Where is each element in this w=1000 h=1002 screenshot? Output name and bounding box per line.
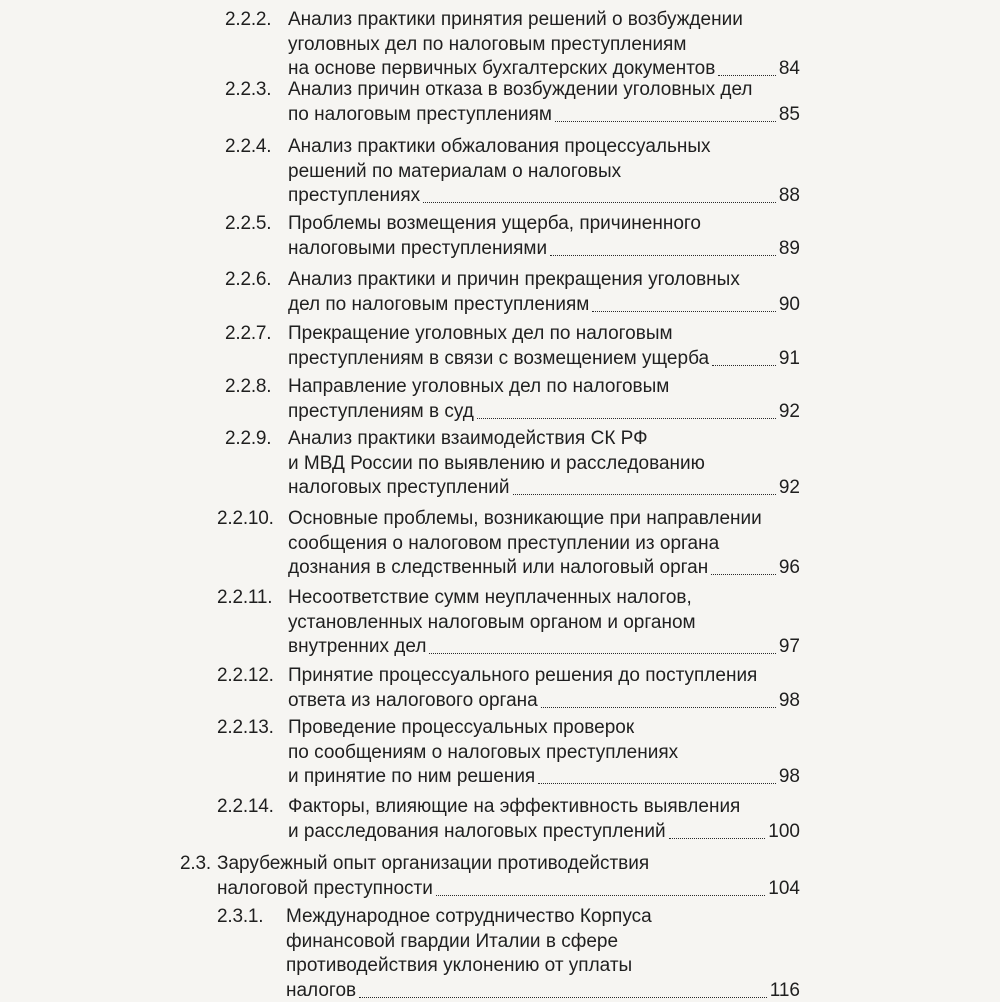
toc-entry-title-line: преступлениям в суд bbox=[288, 400, 474, 422]
dot-leader bbox=[718, 74, 776, 76]
dot-leader bbox=[541, 706, 776, 708]
toc-entry-number: 2.2.4. bbox=[225, 136, 272, 157]
toc-entry-title-line: Несоответствие сумм неуплаченных налогов, bbox=[288, 587, 692, 608]
toc-entry-title-line: и принятие по ним решения bbox=[288, 766, 536, 787]
toc-entry-title-line: Зарубежный опыт организации противодействия bbox=[217, 853, 650, 874]
dot-leader bbox=[592, 310, 776, 312]
toc-entry-number: 2.2.7. bbox=[225, 323, 272, 344]
toc-entry-number: 2.2.11. bbox=[217, 587, 273, 608]
toc-entry-title-line: Анализ практики и причин прекращения уголовных bbox=[288, 269, 740, 290]
toc-entry-title-line: и МВД России по выявлению и расследованию bbox=[288, 452, 705, 474]
toc-entry-number: 2.2.12. bbox=[217, 665, 274, 686]
toc-page-number: 91 bbox=[778, 347, 800, 369]
toc-entry-title-line: налоговых преступлений bbox=[288, 477, 510, 498]
toc-page-number: 104 bbox=[768, 877, 800, 899]
toc-entry-number: 2.2.10. bbox=[217, 508, 274, 529]
toc-entry-title-line: дознания в следственный или налоговый орган bbox=[288, 557, 709, 578]
toc-entry-title-line: Международное сотрудничество Корпуса bbox=[286, 906, 652, 927]
toc-entry-title-line: Проблемы возмещения ущерба, причиненного bbox=[288, 213, 701, 234]
toc-entry-title-line: решений по материалам о налоговых bbox=[288, 160, 622, 182]
dot-leader bbox=[555, 120, 776, 122]
toc-page-number: 92 bbox=[778, 477, 800, 498]
dot-leader bbox=[538, 782, 776, 784]
toc-entry-title-line: налоговой преступности bbox=[217, 877, 433, 899]
toc-page-number: 98 bbox=[778, 689, 800, 711]
toc-entry-number: 2.2.8. bbox=[225, 376, 272, 397]
toc-entry-title-line: Прекращение уголовных дел по налоговым bbox=[288, 323, 673, 344]
toc-entry-title-line: сообщения о налоговом преступлении из органа bbox=[288, 532, 720, 554]
toc-entry-title-line: финансовой гвардии Италии в сфере bbox=[286, 930, 619, 952]
toc-entry-title-line: Анализ причин отказа в возбуждении уголовных дел bbox=[288, 79, 753, 100]
toc-entry-number: 2.2.13. bbox=[217, 717, 274, 738]
toc-page-number: 100 bbox=[768, 820, 800, 842]
toc-entry-title-line: по сообщениям о налоговых преступлениях bbox=[288, 741, 679, 763]
toc-entry-title-line: преступлениях bbox=[288, 185, 421, 206]
toc-page-number: 88 bbox=[778, 185, 800, 206]
toc-entry-title-line: дел по налоговым преступлениям bbox=[288, 293, 590, 315]
toc-entry-title-line: ответа из налогового органа bbox=[288, 689, 538, 711]
toc-entry-number: 2.2.9. bbox=[225, 428, 272, 449]
toc-entry-title-line: преступлениям в связи с возмещением ущерба bbox=[288, 347, 710, 369]
toc-entry-title-line: Основные проблемы, возникающие при направлении bbox=[288, 508, 762, 529]
dot-leader bbox=[711, 573, 776, 575]
toc-entry-number: 2.3.1. bbox=[217, 906, 264, 927]
toc-page-number: 97 bbox=[778, 636, 800, 657]
dot-leader bbox=[423, 201, 776, 203]
toc-entry-title-line: и расследования налоговых преступлений bbox=[288, 820, 666, 842]
toc-entry-title-line: Направление уголовных дел по налоговым bbox=[288, 376, 670, 397]
toc-entry-title-line: установленных налоговым органом и органом bbox=[288, 611, 696, 633]
dot-leader bbox=[550, 254, 776, 256]
dot-leader bbox=[436, 894, 765, 896]
toc-page-number: 90 bbox=[778, 293, 800, 315]
toc-entry-title-line: Анализ практики принятия решений о возбуждении bbox=[288, 9, 743, 30]
toc-entry-title-line: Анализ практики взаимодействия СК РФ bbox=[288, 428, 648, 449]
dot-leader bbox=[477, 417, 776, 419]
dot-leader bbox=[712, 364, 776, 366]
dot-leader bbox=[359, 996, 767, 998]
toc-page-number: 96 bbox=[778, 557, 800, 578]
toc-entry-number: 2.3. bbox=[180, 853, 211, 874]
dot-leader bbox=[669, 837, 766, 839]
toc-entry-number: 2.2.2. bbox=[225, 9, 272, 30]
toc-page-number: 85 bbox=[778, 103, 800, 125]
toc-entry-title-line: налогов bbox=[286, 979, 357, 1001]
toc-entry-title-line: противодействия уклонению от уплаты bbox=[286, 955, 633, 976]
toc-page-number: 92 bbox=[778, 400, 800, 422]
toc-entry-number: 2.2.5. bbox=[225, 213, 272, 234]
toc-entry-title-line: уголовных дел по налоговым преступлениям bbox=[288, 33, 687, 55]
dot-leader bbox=[513, 493, 776, 495]
toc-page-number: 89 bbox=[778, 237, 800, 259]
toc-entry-title-line: внутренних дел bbox=[288, 636, 427, 657]
toc-entry-number: 2.2.3. bbox=[225, 79, 272, 100]
dot-leader bbox=[429, 652, 775, 654]
toc-page-number: 98 bbox=[778, 766, 800, 787]
toc-entry-title-line: на основе первичных бухгалтерских документов bbox=[288, 58, 716, 79]
toc-entry-title-line: Факторы, влияющие на эффективность выявления bbox=[288, 796, 741, 817]
toc-entry-number: 2.2.14. bbox=[217, 796, 274, 817]
toc-entry-title-line: Анализ практики обжалования процессуальных bbox=[288, 136, 711, 157]
toc-entry-number: 2.2.6. bbox=[225, 269, 272, 290]
toc-page-number: 116 bbox=[769, 979, 800, 1001]
toc-entry-title-line: Принятие процессуального решения до поступления bbox=[288, 665, 758, 686]
toc-entry-title-line: налоговыми преступлениями bbox=[288, 237, 548, 259]
toc-page-number: 84 bbox=[778, 58, 800, 79]
toc-entry-title-line: по налоговым преступлениям bbox=[288, 103, 552, 125]
toc-entry-title-line: Проведение процессуальных проверок bbox=[288, 717, 635, 738]
